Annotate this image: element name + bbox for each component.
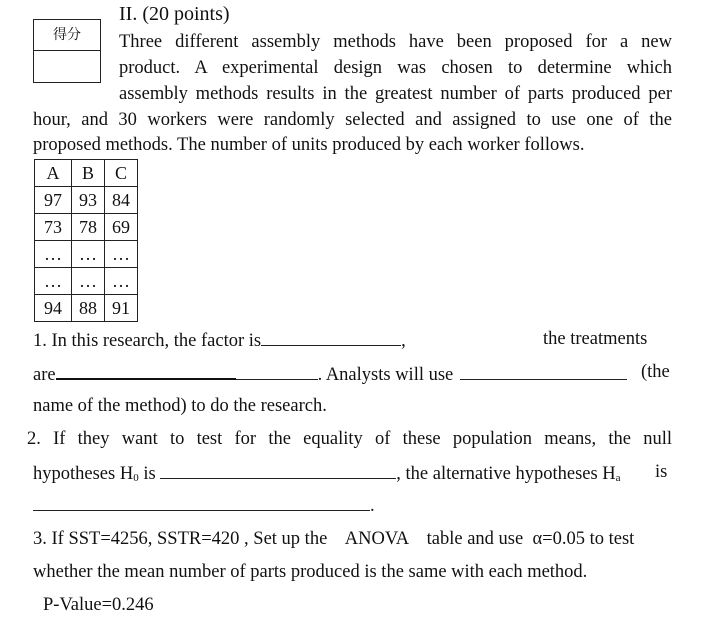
score-box	[33, 19, 101, 83]
table-cell: 73	[35, 214, 72, 241]
section-title: II. (20 points)	[119, 3, 230, 25]
table-cell: 88	[72, 295, 105, 322]
p-value: P-Value=0.246	[43, 595, 154, 615]
score-label: 得分	[34, 20, 100, 51]
table-row	[35, 187, 138, 214]
table-cell: …	[35, 241, 72, 268]
table-cell: 69	[105, 214, 138, 241]
table-cell: …	[105, 241, 138, 268]
h0-subscript: 0	[133, 472, 139, 484]
q1-line-1-start	[33, 329, 406, 352]
q2-h0-text: hypotheses H	[33, 464, 134, 484]
intro-line-1: Three different assembly methods have been proposed for a new	[119, 32, 672, 52]
intro-line-4: hour, and 30 workers were randomly selected and assigned to use one of the	[33, 110, 672, 130]
q2-line-3	[33, 494, 375, 517]
q1-factor-prompt: 1. In this research, the factor is	[33, 331, 262, 351]
factor-answer-blank[interactable]	[261, 329, 401, 346]
table-row	[35, 268, 138, 295]
treatments-answer-blank-ext[interactable]	[236, 363, 318, 380]
q1-are-label: are	[33, 365, 56, 385]
null-hypothesis-blank[interactable]	[160, 462, 396, 479]
data-table	[34, 159, 138, 322]
q2-is-label: is	[143, 464, 156, 484]
intro-line-2: product. A experimental design was chosen to determine which	[119, 58, 672, 78]
table-cell: 78	[72, 214, 105, 241]
q2-line-2	[33, 462, 621, 485]
q2-ha-text: , the alternative hypotheses H	[396, 464, 616, 484]
q2-line-1: 2. If they want to test for the equality of these population means, the null	[27, 429, 672, 449]
q1-line-2	[33, 362, 627, 386]
q1-comma: ,	[401, 331, 406, 351]
treatments-answer-blank[interactable]	[56, 362, 236, 380]
table-cell: 91	[105, 295, 138, 322]
alternative-hypothesis-blank[interactable]	[33, 494, 370, 511]
q2-is-end-label: is	[655, 462, 668, 482]
method-answer-blank[interactable]	[460, 363, 627, 380]
table-cell: 84	[105, 187, 138, 214]
table-cell: …	[72, 241, 105, 268]
table-row	[35, 241, 138, 268]
q1-line-3: name of the method) to do the research.	[33, 396, 327, 416]
intro-line-5: proposed methods. The number of units produced by each worker follows.	[33, 135, 585, 155]
q2-period: .	[370, 496, 375, 516]
table-cell: …	[105, 268, 138, 295]
header-b: B	[72, 160, 105, 187]
table-cell: 93	[72, 187, 105, 214]
header-a: A	[35, 160, 72, 187]
q1-analysts-text: . Analysts will use	[317, 365, 454, 385]
q3-line-1: 3. If SST=4256, SSTR=420 , Set up the ANOVA table and use α=0.05 to test	[33, 529, 635, 549]
ha-subscript: a	[615, 472, 621, 484]
table-row	[35, 214, 138, 241]
table-cell: 97	[35, 187, 72, 214]
q1-treatments-label: the treatments	[543, 329, 648, 349]
table-cell: …	[35, 268, 72, 295]
header-c: C	[105, 160, 138, 187]
table-cell: …	[72, 268, 105, 295]
table-cell: 94	[35, 295, 72, 322]
table-header-row	[35, 160, 138, 187]
q1-the-label: (the	[641, 362, 670, 382]
intro-line-3: assembly methods results in the greatest number of parts produced per	[119, 84, 672, 104]
table-row	[35, 295, 138, 322]
q3-line-2: whether the mean number of parts produced is the same with each method.	[33, 562, 588, 582]
